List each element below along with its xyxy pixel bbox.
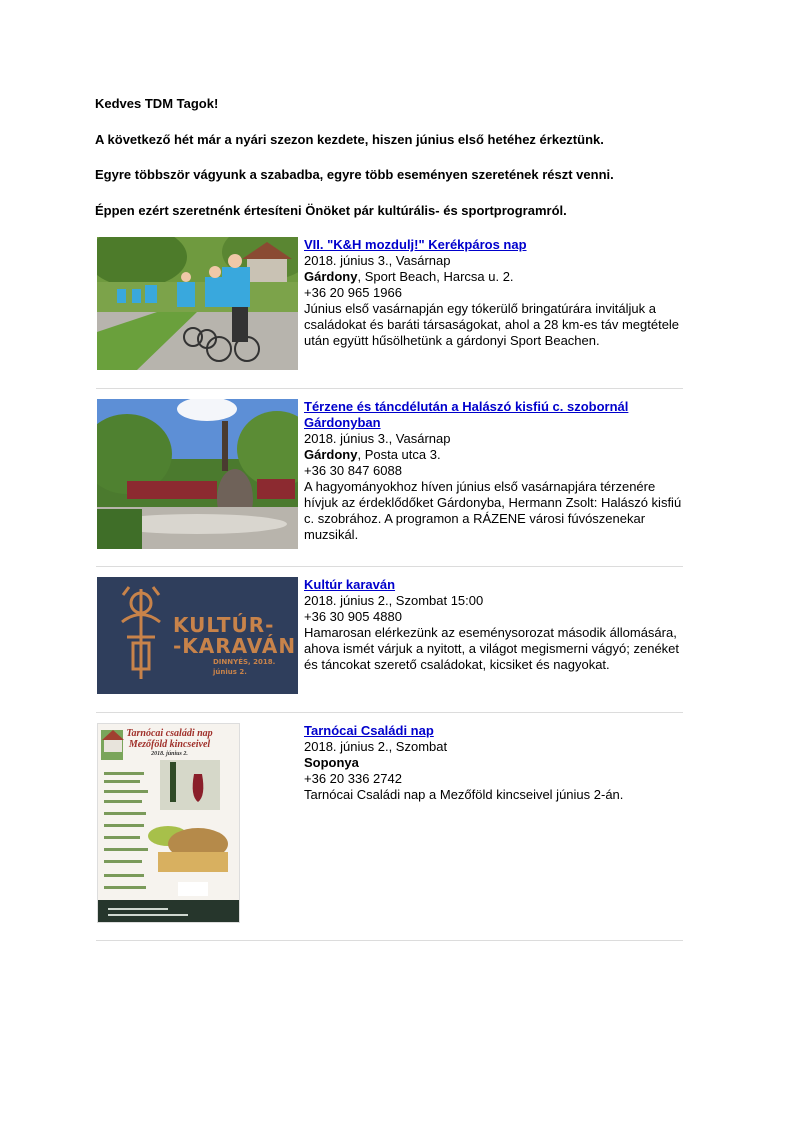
event-place-town: Gárdony [304,447,358,462]
intro-paragraph-1: A következő hét már a nyári szezon kezdete, hiszen június első hetéhez érkeztünk. [95,131,604,147]
event-description: Hamarosan elérkezünk az eseménysorozat második állomására, ahova ismét várjuk a nyitott, a világot megismerni vágyó; zenéket és táncokat szerető családokat, kicsiket és nagyokat. [304,625,680,672]
intro [95,96,715,238]
event-date: 2018. június 3., Vasárnap [304,431,451,446]
event-date: 2018. június 2., Szombat 15:00 [304,593,484,608]
event-photo-statue-concert [97,399,298,549]
event-phone: +36 20 965 1966 [304,285,402,300]
separator [96,712,683,713]
event-phone: +36 30 905 4880 [304,609,402,624]
event-phone: +36 20 336 2742 [304,771,402,786]
separator [96,940,683,941]
event-place-town: Soponya [304,755,359,770]
event-place-address: , Posta utca 3. [357,447,441,462]
separator [96,388,683,389]
event-place [304,755,684,771]
intro-paragraph-2: Egyre többször vágyunk a szabadba, egyre több eseményen szeretének részt venni. [95,167,614,182]
event-date: 2018. június 3., Vasárnap [304,253,451,268]
poster-date: 2018. június 2. [151,751,188,757]
event-title-link[interactable]: Tarnócai Családi nap [304,723,434,738]
event-title-link[interactable]: Térzene és táncdélután a Halászó kisfiú c. szobornál Gárdonyban [304,399,629,430]
event-place [304,269,684,285]
separator [96,566,683,567]
event-date: 2018. június 2., Szombat [304,739,448,754]
event-phone: +36 30 847 6088 [304,463,402,478]
intro-paragraph-3: Éppen ezért szeretnénk értesíteni Önöket pár kultúrális- és sportprogramról. [95,202,567,218]
event-title-link[interactable]: Kultúr karaván [304,577,396,592]
poster-title-line1: KULTÚR- [173,613,275,637]
greeting: Kedves TDM Tagok! [95,96,219,111]
poster-title-line2: -KARAVÁN [173,634,297,658]
event-description: Tarnócai Családi nap a Mezőföld kincseivel június 2-án. [304,787,624,802]
event-place [304,447,684,463]
poster-subtitle: DINNYÉS, 2018. június 2. [213,658,276,676]
event-poster-tarnocai [97,723,240,923]
event-details [304,237,684,349]
event-photo-cyclists [97,237,298,370]
event-title-link[interactable]: VII. "K&H mozdulj!" Kerékpáros nap [304,237,527,252]
event-poster-karavan [97,577,298,694]
event-description: A hagyományokhoz híven június első vasárnapjára térzenére hívjuk az érdeklődőket Gárdonyba, Hermann Zsolt: Halászó kisfiú c. szobrához. A programon a RÁZENE városi fúvószenekar muzsikál. [304,479,682,542]
poster-subtitle: Mezőföld kincseivel [128,739,211,750]
event-details [304,577,684,673]
event-place-address: , Sport Beach, Harcsa u. 2. [357,269,514,284]
event-details [304,399,684,543]
event-description: Június első vasárnapján egy tókerülő bringatúrára invitáljuk a családokat és baráti társaságokat, ahol a 28 km-es táv megtétele után együtt hűsölhetünk a gárdonyi Sport Beachen. [304,301,680,348]
event-details [304,723,684,803]
poster-title: Tarnócai családi nap [126,728,213,739]
event-place-town: Gárdony [304,269,358,284]
